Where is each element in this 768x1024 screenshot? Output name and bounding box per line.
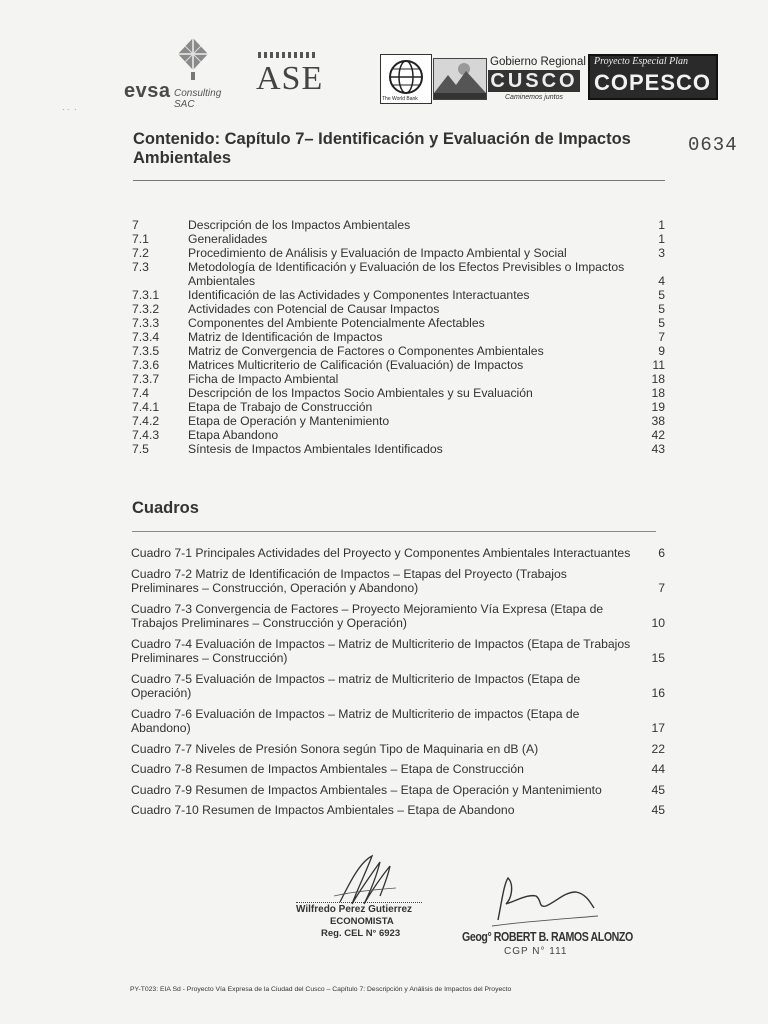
toc-number: 7 bbox=[132, 218, 139, 232]
cuadro-title: Cuadro 7-4 Evaluación de Impactos – Matriz de Multicriterio de Impactos (Etapa de Trabajos Preliminares – Construcción) bbox=[131, 636, 631, 665]
toc-page: 1 bbox=[658, 232, 665, 246]
toc-row bbox=[132, 358, 665, 372]
toc-page: 3 bbox=[658, 246, 665, 260]
title-divider bbox=[133, 180, 665, 181]
toc-number: 7.3.1 bbox=[132, 288, 160, 302]
evsa-subtitle: Consulting SAC bbox=[174, 88, 222, 110]
toc-page: 4 bbox=[658, 274, 665, 288]
world-bank-caption: The World Bank bbox=[382, 96, 418, 102]
toc-page: 1 bbox=[658, 218, 665, 232]
cuadro-title: Cuadro 7-1 Principales Actividades del Proyecto y Componentes Ambientales Interactuantes bbox=[131, 546, 631, 560]
toc-number: 7.5 bbox=[132, 442, 149, 456]
table-of-contents bbox=[132, 218, 665, 456]
toc-number: 7.2 bbox=[132, 246, 149, 260]
toc-number: 7.4 bbox=[132, 386, 149, 400]
cuadros-list bbox=[131, 546, 665, 824]
cuadro-row bbox=[131, 546, 665, 561]
toc-title: Identificación de las Actividades y Componentes Interactuantes bbox=[188, 288, 530, 302]
evsa-name: evsa bbox=[124, 80, 171, 102]
toc-page: 5 bbox=[658, 288, 665, 302]
evsa-leaf-icon bbox=[170, 36, 216, 82]
toc-page: 5 bbox=[658, 316, 665, 330]
cuadro-page: 17 bbox=[651, 721, 665, 735]
toc-number: 7.3.2 bbox=[132, 302, 160, 316]
toc-title: Etapa Abandono bbox=[188, 428, 279, 442]
toc-number: 7.4.1 bbox=[132, 400, 160, 414]
signer-1-registration: Reg. CEL N° 6923 bbox=[321, 928, 401, 939]
stamp-number: 0634 bbox=[688, 134, 738, 156]
toc-number: 7.3.4 bbox=[132, 330, 160, 344]
toc-number: 7.3 bbox=[132, 260, 149, 274]
cuadro-page: 45 bbox=[651, 782, 665, 797]
toc-title: Descripción de los Impactos Ambientales bbox=[188, 218, 411, 232]
toc-title: Descripción de los Impactos Socio Ambientales y su Evaluación bbox=[188, 386, 533, 400]
toc-title: Etapa de Trabajo de Construcción bbox=[188, 400, 373, 414]
signer-2-registration: CGP N° 111 bbox=[504, 946, 568, 957]
toc-row bbox=[132, 400, 665, 414]
cuadro-row bbox=[131, 783, 665, 798]
cusco-word: CUSCO bbox=[488, 70, 580, 92]
toc-number: 7.1 bbox=[132, 232, 149, 246]
cuadro-row bbox=[131, 742, 665, 757]
toc-title: Síntesis de Impactos Ambientales Identificados bbox=[188, 442, 443, 456]
toc-title: Componentes del Ambiente Potencialmente Afectables bbox=[188, 316, 485, 330]
toc-page: 5 bbox=[658, 302, 665, 316]
signature-line-1 bbox=[296, 902, 422, 903]
toc-row bbox=[132, 442, 665, 456]
toc-row bbox=[132, 316, 665, 330]
cuadro-page: 10 bbox=[651, 616, 665, 630]
toc-number: 7.3.5 bbox=[132, 344, 160, 358]
toc-row bbox=[132, 428, 665, 442]
cuadro-row bbox=[131, 567, 665, 596]
toc-row bbox=[132, 218, 665, 232]
toc-row bbox=[132, 260, 665, 288]
handwritten-signature-1 bbox=[330, 852, 400, 908]
cuadro-page: 22 bbox=[651, 741, 665, 756]
toc-page: 11 bbox=[652, 358, 665, 372]
toc-number: 7.4.3 bbox=[132, 428, 160, 442]
toc-row bbox=[132, 414, 665, 428]
toc-title: Matrices Multicriterio de Calificación (Evaluación) de Impactos bbox=[188, 358, 524, 372]
toc-title: Ficha de Impacto Ambiental bbox=[188, 372, 339, 386]
toc-page: 18 bbox=[651, 372, 665, 386]
toc-page: 18 bbox=[651, 386, 665, 400]
toc-row bbox=[132, 386, 665, 400]
cuadro-row bbox=[131, 672, 665, 701]
cuadro-page: 6 bbox=[658, 546, 665, 560]
cuadro-row bbox=[131, 602, 665, 631]
toc-page: 42 bbox=[651, 428, 665, 442]
ase-stripes bbox=[258, 52, 316, 58]
cuadro-row bbox=[131, 762, 665, 777]
cuadro-page: 45 bbox=[651, 803, 665, 817]
toc-row bbox=[132, 246, 665, 260]
cuadro-title: Cuadro 7-10 Resumen de Impactos Ambientales – Etapa de Abandono bbox=[131, 803, 515, 817]
mountain-sun-icon bbox=[433, 58, 487, 100]
toc-row bbox=[132, 330, 665, 344]
ase-name: ASE bbox=[256, 60, 324, 97]
cuadro-row bbox=[131, 803, 665, 818]
copesco-top-text: Proyecto Especial Plan bbox=[594, 56, 689, 67]
toc-number: 7.3.6 bbox=[132, 358, 160, 372]
toc-title: Generalidades bbox=[188, 232, 268, 246]
cuadro-page: 44 bbox=[651, 762, 665, 776]
cuadro-title: Cuadro 7-5 Evaluación de Impactos – matriz de Multicriterio de Impactos (Etapa de Operación) bbox=[131, 671, 581, 700]
cuadro-page: 7 bbox=[658, 581, 665, 595]
toc-title: Matriz de Identificación de Impactos bbox=[188, 330, 383, 344]
cuadro-title: Cuadro 7-7 Niveles de Presión Sonora según Tipo de Maquinaria en dB (A) bbox=[131, 741, 539, 756]
toc-row bbox=[132, 344, 665, 358]
toc-title: Matriz de Convergencia de Factores o Componentes Ambientales bbox=[188, 344, 544, 358]
cuadro-page: 15 bbox=[651, 651, 665, 665]
copesco-word: COPESCO bbox=[594, 70, 712, 95]
page-title: Contenido: Capítulo 7– Identificación y Evaluación de Impactos Ambientales bbox=[133, 130, 631, 167]
toc-row bbox=[132, 288, 665, 302]
cuadro-title: Cuadro 7-3 Convergencia de Factores – Proyecto Mejoramiento Vía Expresa (Etapa de Trabajos Preliminares – Construcción y Operación) bbox=[131, 601, 604, 630]
cuadro-title: Cuadro 7-8 Resumen de Impactos Ambientales – Etapa de Construcción bbox=[131, 762, 524, 776]
toc-title: Procedimiento de Análisis y Evaluación de Impacto Ambiental y Social bbox=[188, 246, 567, 260]
toc-page: 38 bbox=[651, 414, 665, 428]
toc-page: 43 bbox=[651, 442, 665, 456]
signer-1-name: Wilfredo Perez Gutierrez bbox=[296, 904, 413, 915]
toc-row bbox=[132, 372, 665, 386]
cuadro-title: Cuadro 7-9 Resumen de Impactos Ambientales – Etapa de Operación y Mantenimiento bbox=[131, 782, 602, 797]
toc-title: Metodología de Identificación y Evaluación de los Efectos Previsibles o Impactos Ambientales bbox=[188, 260, 625, 288]
toc-number: 7.3.3 bbox=[132, 316, 160, 330]
cuadro-row bbox=[131, 707, 665, 736]
toc-row bbox=[132, 232, 665, 246]
scan-speck: · · · bbox=[62, 105, 77, 114]
gobierno-regional-label: Gobierno Regional bbox=[490, 56, 586, 68]
signer-1-role: ECONOMISTA bbox=[330, 916, 394, 927]
page-footer: PY-T023: EIA Sd - Proyecto Vía Expresa de la Ciudad del Cusco – Capítulo 7: Descripción y Análisis de Impactos del Proyecto bbox=[130, 986, 512, 993]
handwritten-signature-2 bbox=[490, 870, 600, 930]
cuadro-title: Cuadro 7-6 Evaluación de Impactos – Matriz de Multicriterio de impactos (Etapa de Abandono) bbox=[131, 706, 580, 735]
toc-number: 7.4.2 bbox=[132, 414, 160, 428]
toc-page: 9 bbox=[658, 344, 665, 358]
toc-number: 7.3.7 bbox=[132, 372, 160, 386]
toc-title: Actividades con Potencial de Causar Impactos bbox=[188, 302, 440, 316]
cuadro-row bbox=[131, 637, 665, 666]
cusco-slogan: Caminemos juntos bbox=[505, 94, 563, 101]
cuadro-page: 16 bbox=[651, 686, 665, 700]
cuadros-divider bbox=[132, 531, 656, 532]
signer-2-name: Geog° ROBERT B. RAMOS ALONZO bbox=[462, 930, 633, 944]
toc-page: 19 bbox=[651, 400, 665, 414]
toc-page: 7 bbox=[658, 330, 665, 344]
cuadros-heading: Cuadros bbox=[132, 499, 199, 517]
toc-row bbox=[132, 302, 665, 316]
cuadro-title: Cuadro 7-2 Matriz de Identificación de Impactos – Etapas del Proyecto (Trabajos Preliminares – Construcción, Operación y Abandono) bbox=[131, 566, 567, 595]
toc-title: Etapa de Operación y Mantenimiento bbox=[188, 414, 390, 428]
